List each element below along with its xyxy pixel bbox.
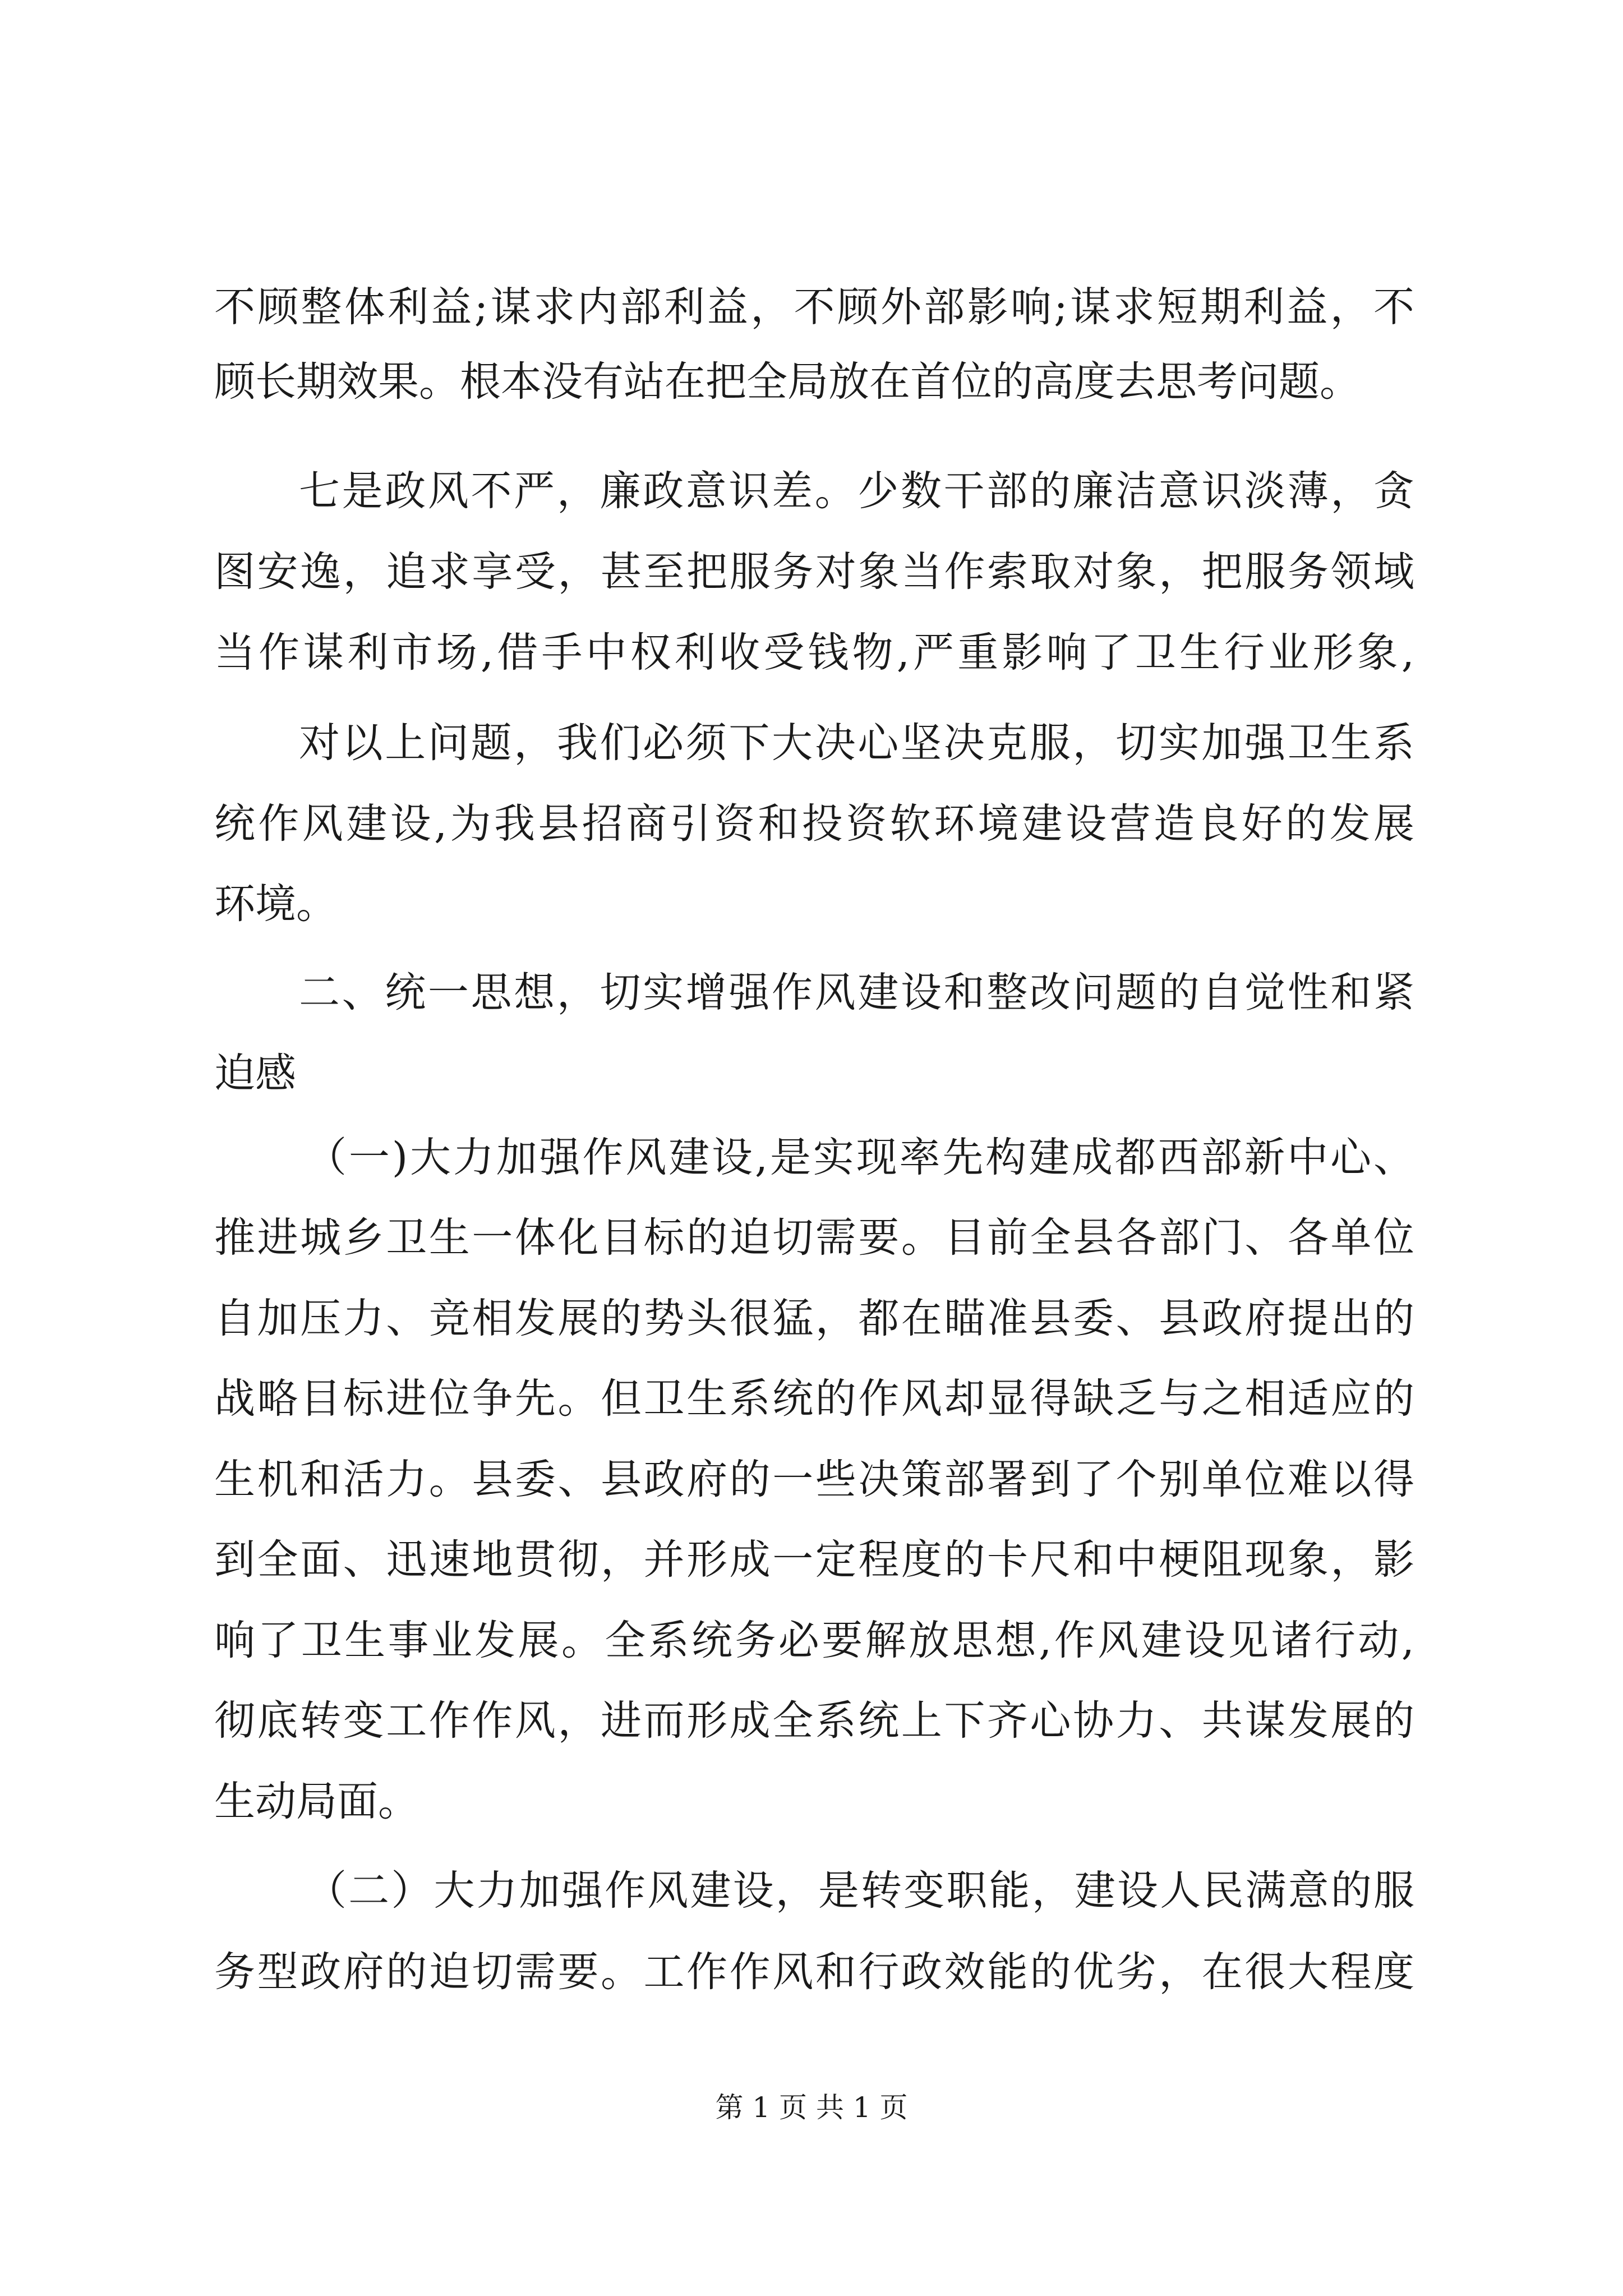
text-line: 务型政府的迫切需要。工作作风和行政效能的优劣，在很大程度 <box>214 1948 1414 1996</box>
text-line: 环境。 <box>214 880 337 928</box>
text-line: 七是政风不严，廉政意识差。少数干部的廉洁意识淡薄，贪 <box>299 467 1414 515</box>
text-line: 战略目标进位争先。但卫生系统的作风却显得缺乏与之相适应的 <box>214 1375 1414 1423</box>
text-line: 到全面、迅速地贯彻，并形成一定程度的卡尺和中梗阻现象，影 <box>214 1536 1414 1584</box>
text-line: 生机和活力。县委、县政府的一些决策部署到了个别单位难以得 <box>214 1456 1414 1503</box>
section-heading-line: 迫感 <box>214 1050 296 1097</box>
text-line: （二）大力加强作风建设，是转变职能，建设人民满意的服 <box>306 1867 1414 1915</box>
text-line: 统作风建设,为我县招商引资和投资软环境建设营造良好的发展 <box>214 800 1414 848</box>
text-line: （一)大力加强作风建设,是实现率先构建成都西部新中心、 <box>306 1134 1414 1181</box>
text-line: 当作谋利市场,借手中权利收受钱物,严重影响了卫生行业形象, <box>214 629 1414 677</box>
text-line: 图安逸，追求享受，甚至把服务对象当作索取对象，把服务领域 <box>214 548 1414 596</box>
section-heading-line: 二、统一思想，切实增强作风建设和整改问题的自觉性和紧 <box>299 969 1414 1016</box>
text-line: 不顾整体利益;谋求内部利益，不顾外部影响;谋求短期利益，不 <box>214 283 1414 331</box>
text-line: 自加压力、竞相发展的势头很猛，都在瞄准县委、县政府提出的 <box>214 1295 1414 1342</box>
text-line: 推进城乡卫生一体化目标的迫切需要。目前全县各部门、各单位 <box>214 1214 1414 1262</box>
text-line: 彻底转变工作作风，进而形成全系统上下齐心协力、共谋发展的 <box>214 1697 1414 1745</box>
text-line: 生动局面。 <box>214 1778 419 1825</box>
page-number-footer: 第 1 页 共 1 页 <box>715 2091 908 2124</box>
text-line: 响了卫生事业发展。全系统务必要解放思想,作风建设见诸行动, <box>214 1617 1414 1664</box>
text-line: 顾长期效果。根本没有站在把全局放在首位的高度去思考问题。 <box>214 358 1361 406</box>
text-line: 对以上问题，我们必须下大决心坚决克服，切实加强卫生系 <box>299 719 1414 767</box>
